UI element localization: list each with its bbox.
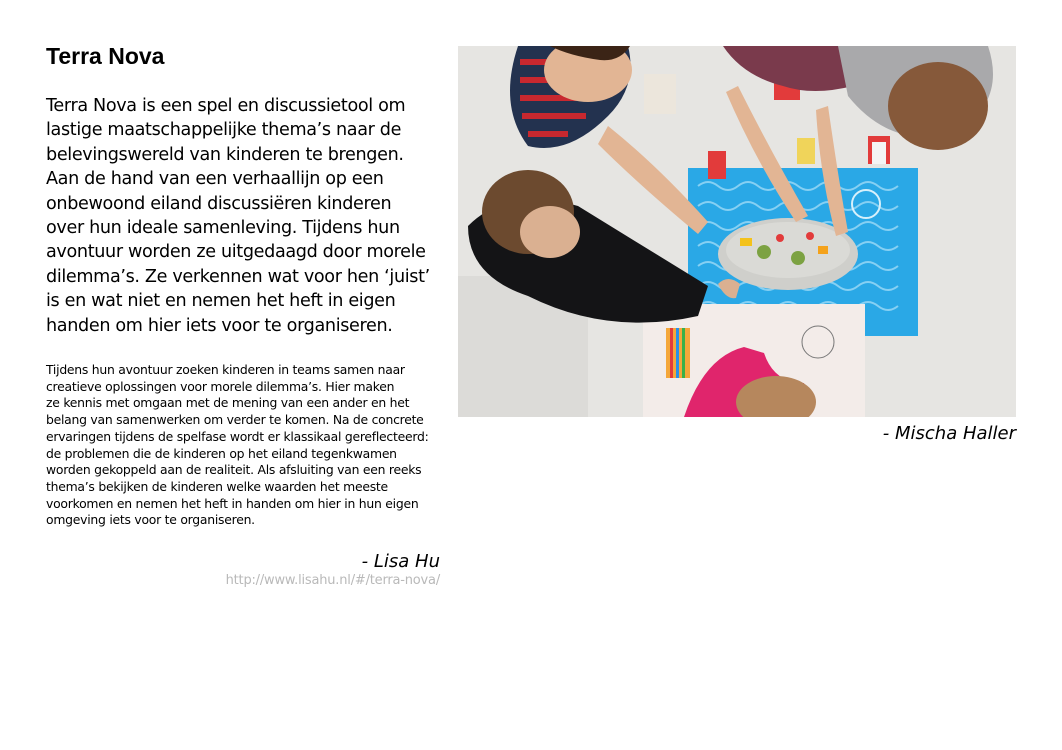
intro-line: lastige maatschappelijke thema’s naar de xyxy=(46,120,402,141)
body-line: worden gekoppeld aan de realiteit. Als afsluiting van een reeks xyxy=(46,462,422,478)
intro-line: onbewoond eiland discussiëren kinderen xyxy=(46,193,392,214)
author-credit: - Lisa Hu xyxy=(361,551,440,572)
page-title: Terra Nova xyxy=(46,43,165,69)
intro-line: avontuur worden ze uitgedaagd door morele xyxy=(46,242,426,263)
body-line: ze kennis met omgaan met de mening van een ander en het xyxy=(46,395,410,411)
body-line: ervaringen tijdens de spelfase wordt er klassikaal gereflecteerd: xyxy=(46,428,429,444)
body-line: voorkomen en nemen het heft in handen om hier in hun eigen xyxy=(46,495,419,511)
source-url[interactable]: http://www.lisahu.nl/#/terra-nova/ xyxy=(225,573,440,588)
text-column xyxy=(46,40,446,529)
intro-line: dilemma’s. Ze verkennen wat voor hen ‘juist’ xyxy=(46,266,430,287)
intro-line: handen om hier iets voor te organiseren. xyxy=(46,315,393,336)
body-line: omgeving iets voor te organiseren. xyxy=(46,512,255,528)
body-paragraph xyxy=(46,362,446,529)
intro-line: over hun ideale samenleving. Tijdens hun xyxy=(46,218,400,239)
photo-illustration xyxy=(458,46,1016,417)
body-line: creatieve oplossingen voor morele dilemma’s. Hier maken xyxy=(46,378,395,394)
photo-children-playing-board-game xyxy=(458,46,1016,417)
photo-credit: - Mischa Haller xyxy=(882,423,1016,444)
body-line: de problemen die de kinderen op het eiland tegenkwamen xyxy=(46,445,397,461)
intro-line: Terra Nova is een spel en discussietool om xyxy=(46,96,406,116)
body-line: belang van samenwerken om verder te komen. Na de concrete xyxy=(46,412,424,428)
intro-line: Aan de hand van een verhaallijn op een xyxy=(46,169,384,190)
body-line: thema’s bekijken de kinderen welke waarden het meeste xyxy=(46,478,388,494)
body-line: Tijdens hun avontuur zoeken kinderen in teams samen naar xyxy=(46,362,405,378)
intro-line: is en wat niet en nemen het heft in eigen xyxy=(46,291,396,312)
intro-line: belevingswereld van kinderen te brengen. xyxy=(46,144,404,165)
intro-paragraph xyxy=(46,94,446,338)
